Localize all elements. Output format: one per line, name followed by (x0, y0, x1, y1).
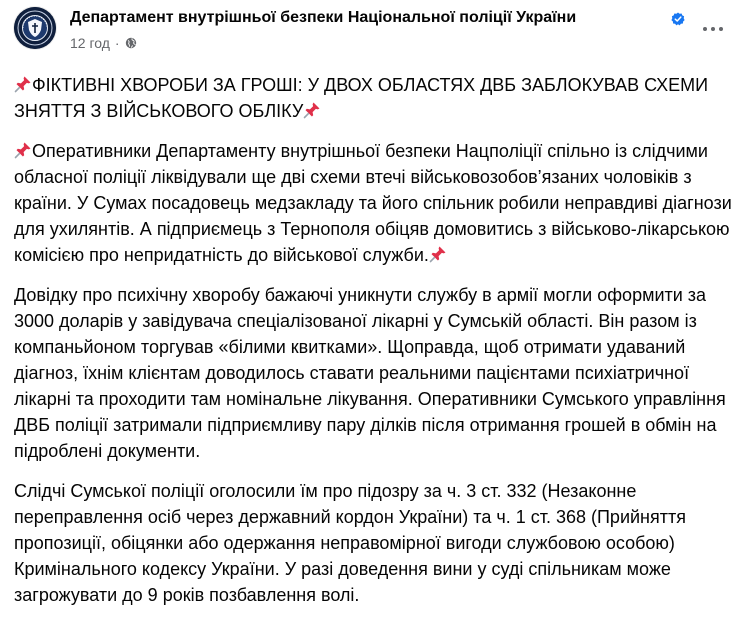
page-name-link[interactable]: Департамент внутрішньої безпеки Національної поліції України (70, 9, 577, 26)
post-meta (70, 35, 137, 51)
pushpin-icon (14, 75, 32, 93)
post-paragraph-3: Слідчі Сумської поліції оголосили їм про підозру за ч. 3 ст. 332 (Незаконне переправлення осіб через державний кордон України) та ч. 1 ст. 368 (Прийняття пропозиції, обіцянки або одержання неправомірної вигоди службовою особою) Кримінального кодексу України. У разі доведення вини у суді спільникам може загрожувати до 9 років позбавлення волі. (14, 481, 686, 605)
more-options-icon[interactable] (695, 11, 731, 47)
post-time[interactable]: 12 год (70, 35, 110, 51)
post-content (14, 72, 732, 622)
headline-text: ФІКТИВНІ ХВОРОБИ ЗА ГРОШІ: У ДВОХ ОБЛАСТЯХ ДВБ ЗАБЛОКУВАВ СХЕМИ ЗНЯТТЯ З ВІЙСЬКОВОГО ОБЛІКУ (14, 75, 709, 121)
post-headline (14, 72, 732, 124)
verified-badge-icon (671, 12, 685, 26)
paragraph-1-text: Оперативники Департаменту внутрішньої безпеки Нацполіції спільно із слідчими обласної поліції ліквідували ще дві схеми втечі військовозобов’язаних чоловіків з країни. У Сумах посадовець медзакладу та його спільник робили неправдиві діагнози для ухилянтів. А підприємець з Тернополя обіцяв домовитись з військово-лікарською комісією про непридатність до військової служби. (14, 141, 732, 265)
pushpin-icon (429, 245, 447, 263)
post-paragraph-1 (14, 138, 732, 268)
police-badge-icon[interactable] (14, 7, 56, 49)
pushpin-icon (14, 141, 32, 159)
pushpin-icon (303, 101, 321, 119)
post-paragraph-2: Довідку про психічну хворобу бажаючі уникнути службу в армії могли оформити за 3000 доларів у завідувача спеціалізованої лікарні у Сумській області. Він разом із компаньйоном торгував «білими квитками». Щоправда, щоб отримати удаваний діагноз, їхнім клієнтам доводилось ставати реальними пацієнтами психіатричної лікарні та проходити там номінальне лікування. Оперативники Сумського управління ДВБ поліції затримали підприємливу пару ділків після отримання грошей в обмін на підроблені документи. (14, 285, 726, 461)
meta-separator: · (114, 35, 120, 51)
globe-icon (125, 37, 137, 49)
